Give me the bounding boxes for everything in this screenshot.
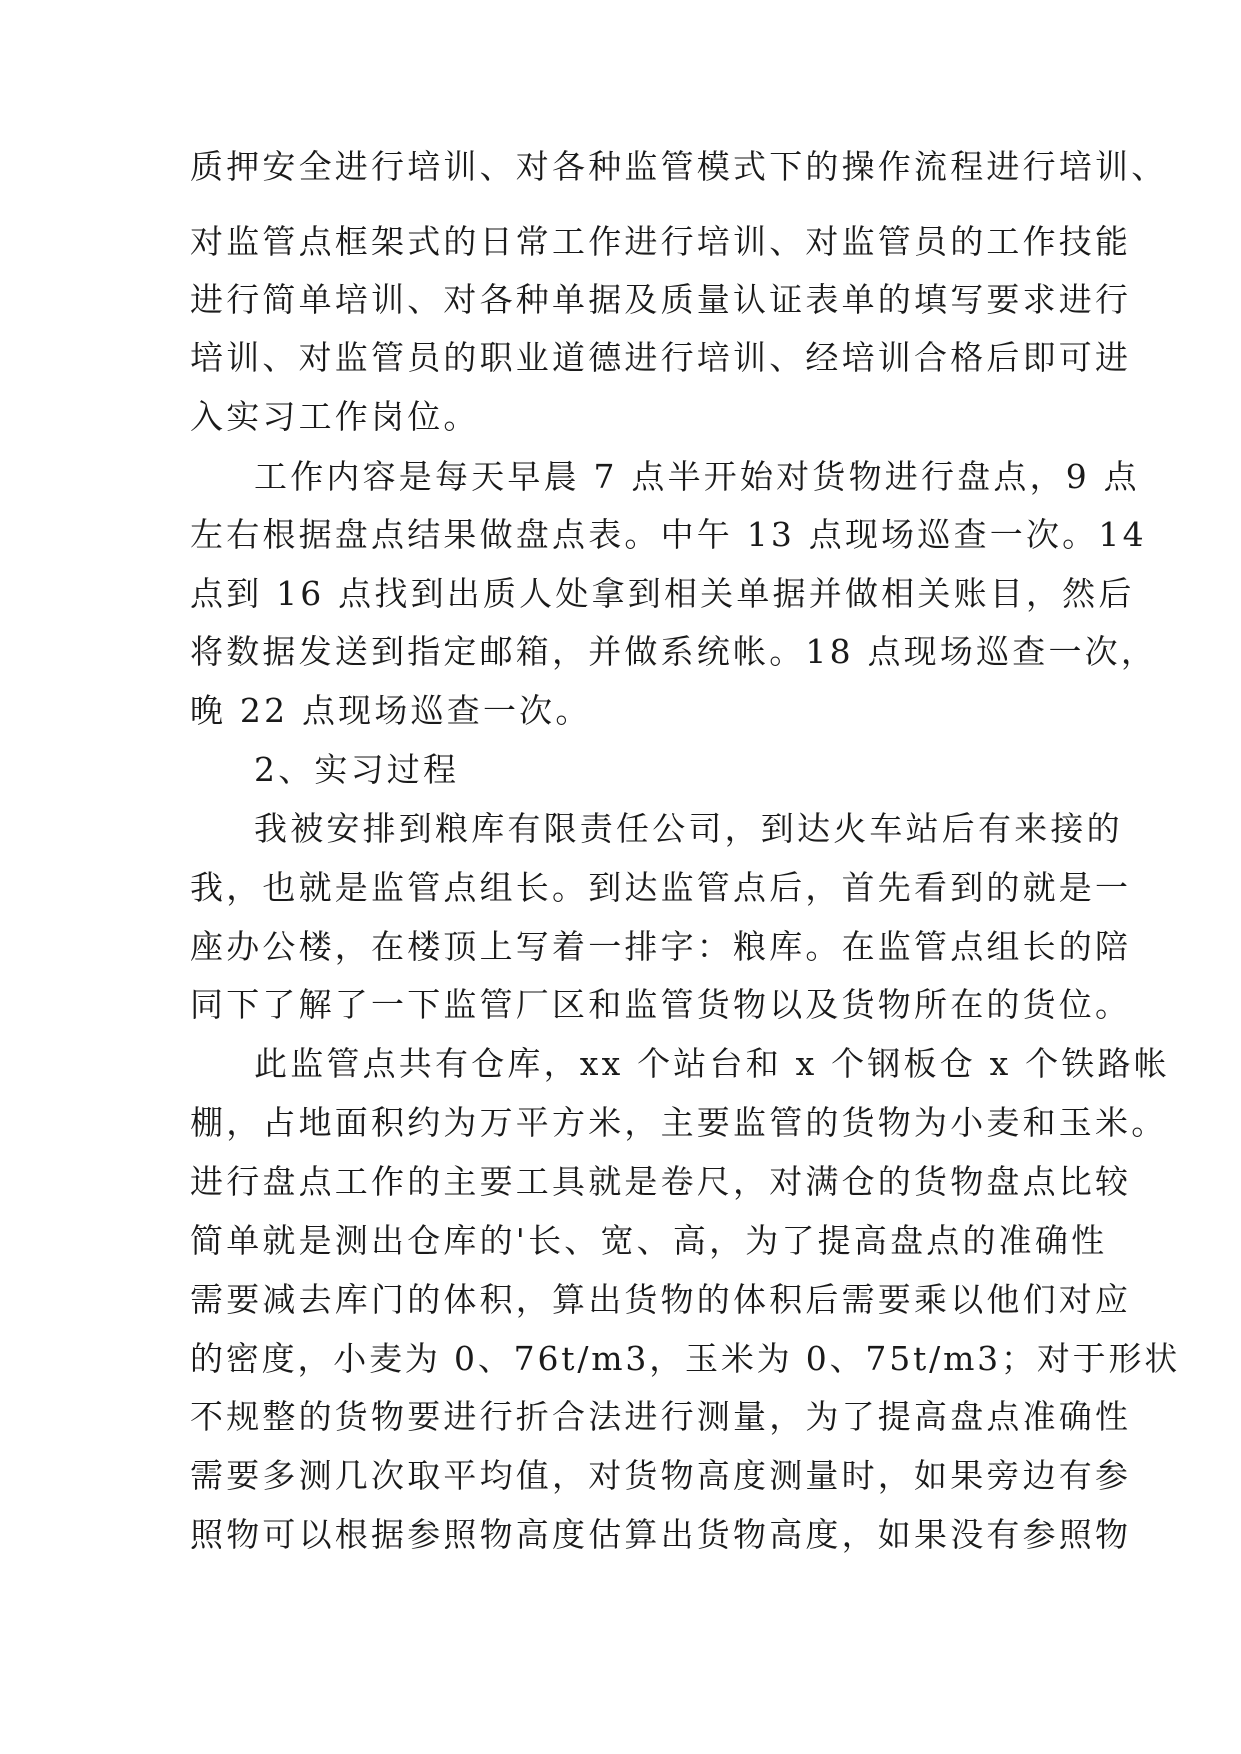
section-heading: 2、实习过程 (254, 750, 460, 789)
paragraph-line: 简单就是测出仓库的'长、宽、高，为了提高盘点的准确性 (190, 1221, 1108, 1260)
paragraph-line: 座办公楼，在楼顶上写着一排字：粮库。在监管点组长的陪 (190, 927, 1132, 966)
paragraph-line: 我，也就是监管点组长。到达监管点后，首先看到的就是一 (190, 868, 1132, 907)
paragraph-line: 进行简单培训、对各种单据及质量认证表单的填写要求进行 (190, 280, 1132, 319)
paragraph-line: 对监管点框架式的日常工作进行培训、对监管员的工作技能 (190, 222, 1132, 261)
paragraph-line: 培训、对监管员的职业道德进行培训、经培训合格后即可进 (190, 338, 1132, 377)
paragraph-line: 左右根据盘点结果做盘点表。中午 13 点现场巡查一次。14 (190, 515, 1147, 554)
paragraph-line: 晚 22 点现场巡查一次。 (190, 691, 592, 730)
paragraph-line: 照物可以根据参照物高度估算出货物高度，如果没有参照物 (190, 1515, 1132, 1554)
paragraph-line: 我被安排到粮库有限责任公司，到达火车站后有来接的 (254, 809, 1123, 848)
paragraph-line: 需要多测几次取平均值，对货物高度测量时，如果旁边有参 (190, 1456, 1132, 1495)
paragraph-line: 棚，占地面积约为万平方米，主要监管的货物为小麦和玉米。 (190, 1103, 1168, 1142)
paragraph-line: 的密度，小麦为 0、76t/m3，玉米为 0、75t/m3；对于形状 (190, 1339, 1181, 1378)
paragraph-line: 工作内容是每天早晨 7 点半开始对货物进行盘点，9 点 (254, 457, 1140, 496)
paragraph-line: 质押安全进行培训、对各种监管模式下的操作流程进行培训、 (190, 147, 1168, 186)
paragraph-line: 点到 16 点找到出质人处拿到相关单据并做相关账目，然后 (190, 574, 1135, 613)
paragraph-line: 需要减去库门的体积，算出货物的体积后需要乘以他们对应 (190, 1280, 1132, 1319)
paragraph-line: 入实习工作岗位。 (190, 397, 480, 436)
paragraph-line: 将数据发送到指定邮箱，并做系统帐。18 点现场巡查一次， (190, 632, 1158, 671)
paragraph-line: 同下了解了一下监管厂区和监管货物以及货物所在的货位。 (190, 985, 1132, 1024)
paragraph-line: 此监管点共有仓库，xx 个站台和 x 个钢板仓 x 个铁路帐 (254, 1044, 1170, 1083)
paragraph-line: 不规整的货物要进行折合法进行测量，为了提高盘点准确性 (190, 1397, 1132, 1436)
paragraph-line: 进行盘点工作的主要工具就是卷尺，对满仓的货物盘点比较 (190, 1162, 1132, 1201)
